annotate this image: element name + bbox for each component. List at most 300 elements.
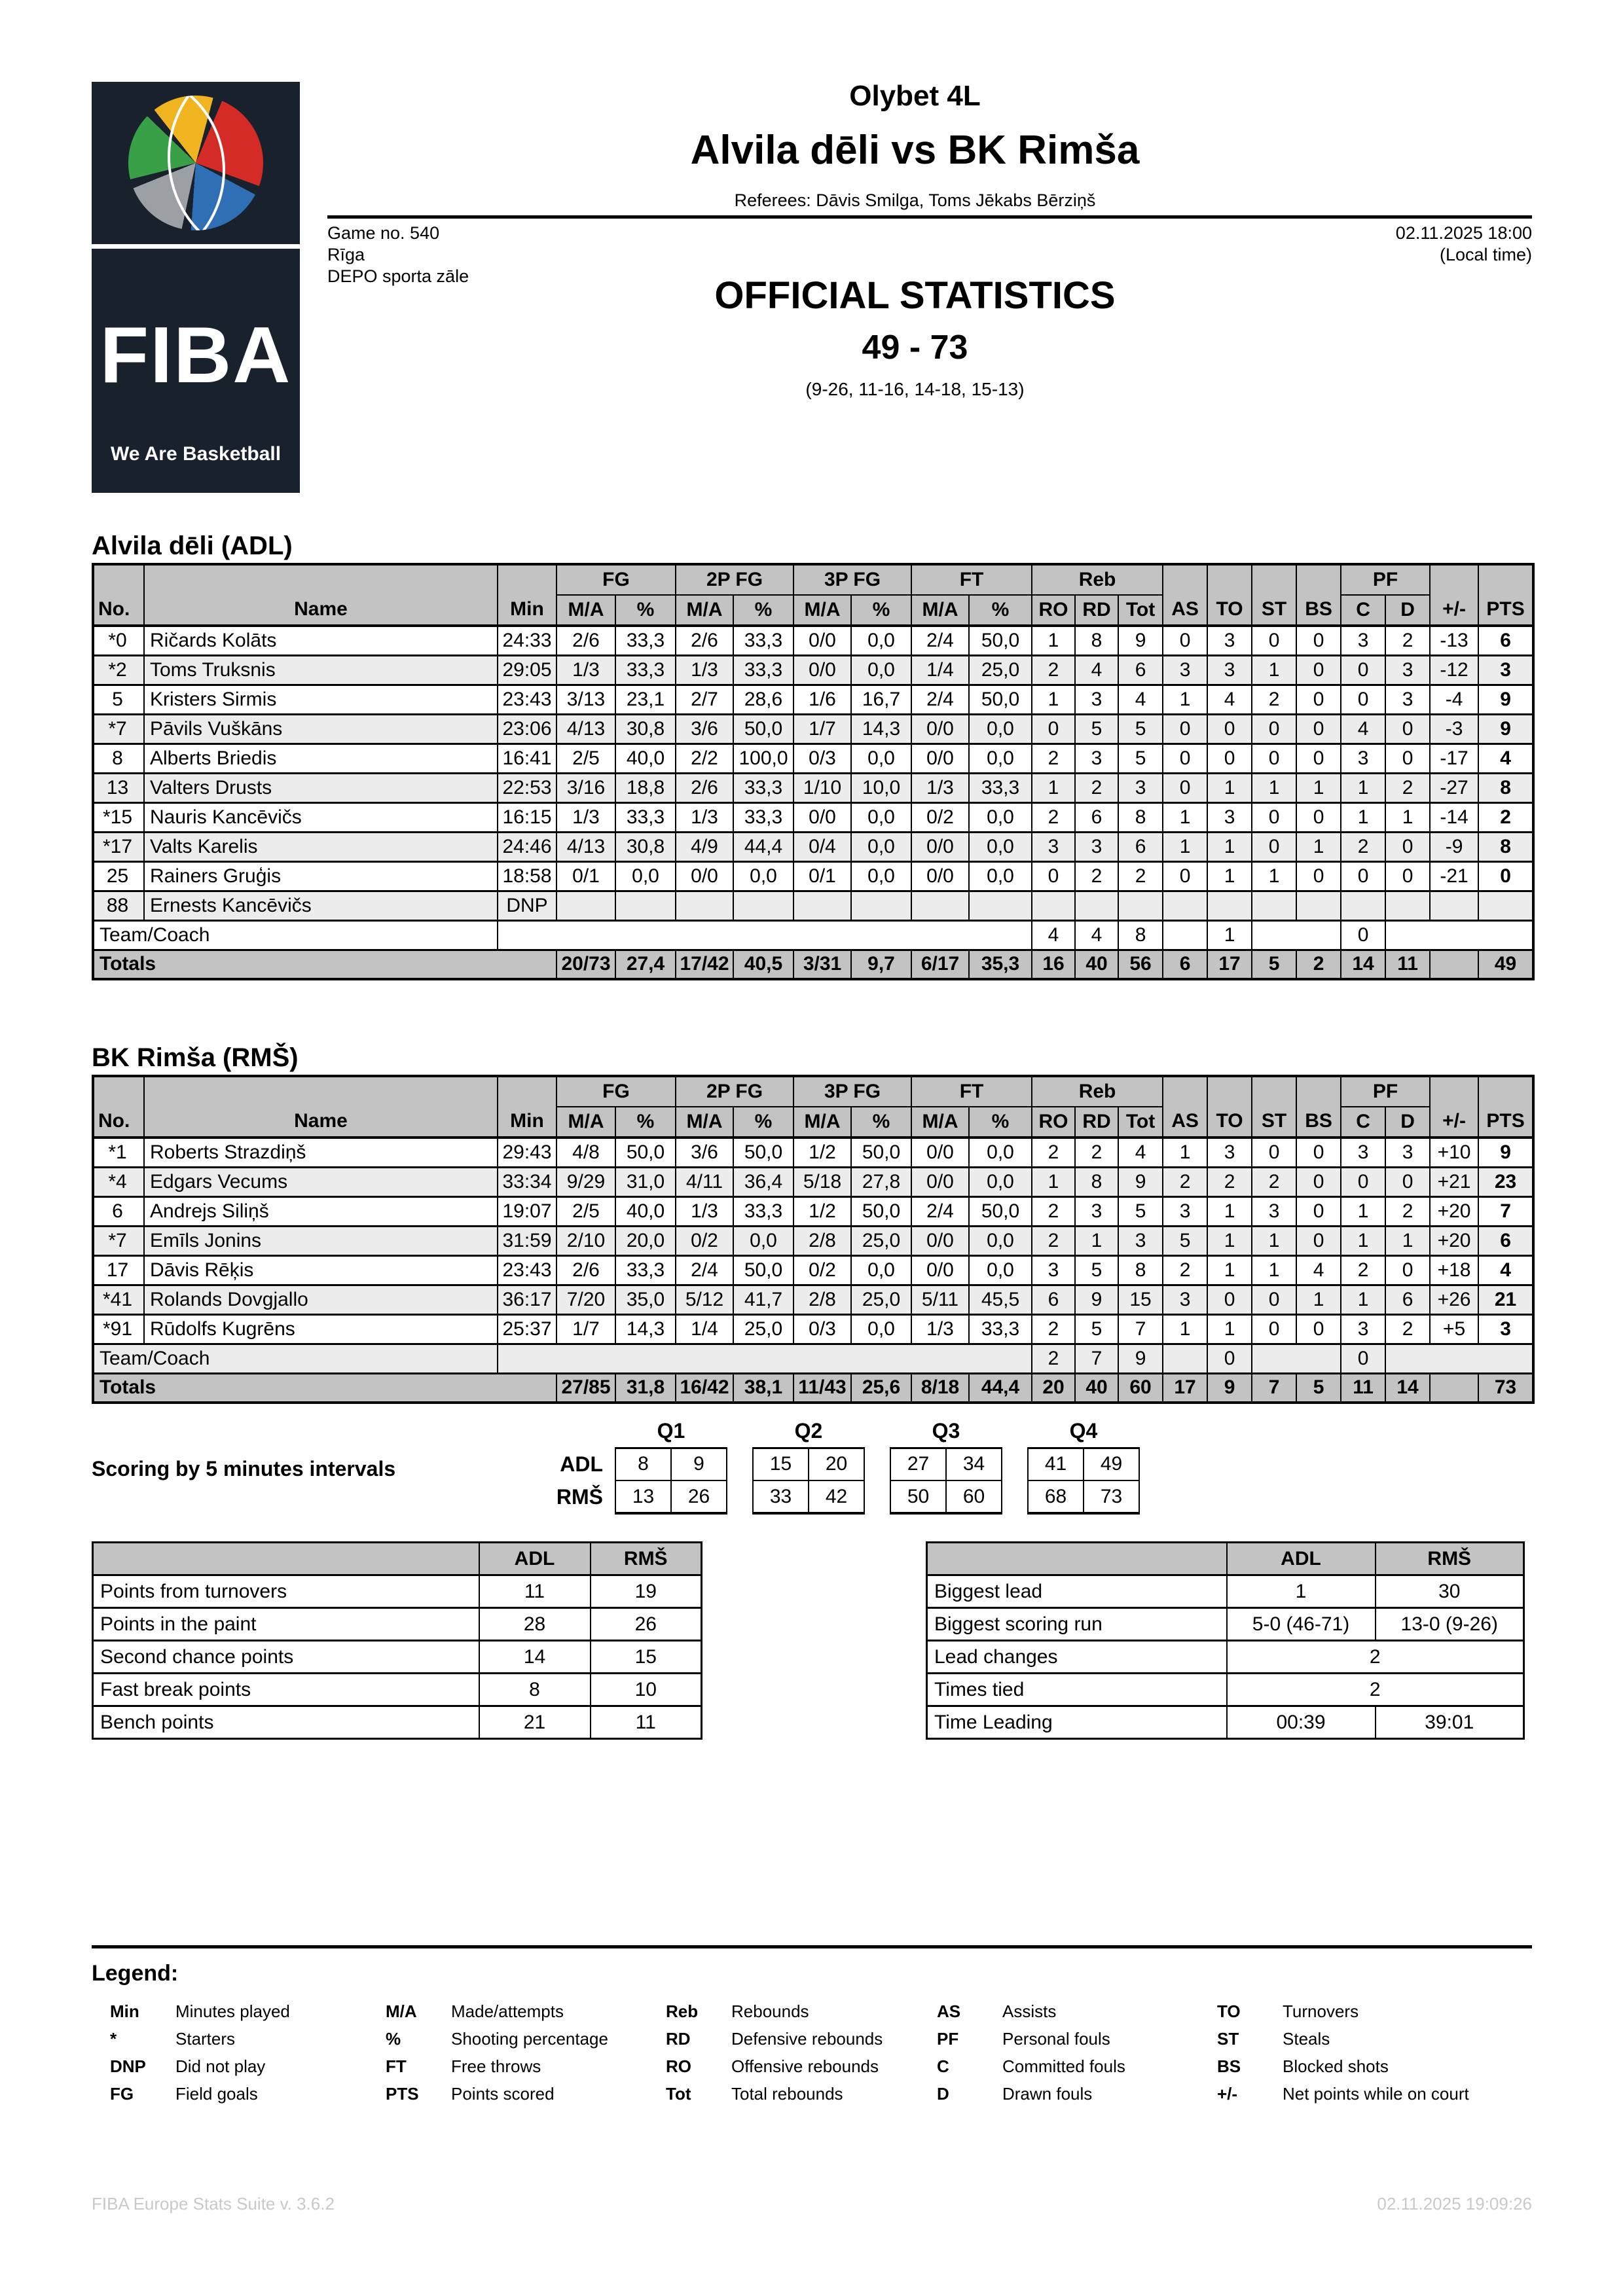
col-group-pf: PF	[1341, 564, 1430, 595]
3p-made-attempts: 1/6	[793, 685, 851, 714]
legend-desc: Net points while on court	[1283, 2084, 1469, 2104]
stat-label: Biggest scoring run	[927, 1608, 1227, 1641]
3p-percent: 16,7	[851, 685, 911, 714]
league-title: Olybet 4L	[849, 80, 981, 112]
points: 73	[1478, 1373, 1533, 1403]
player-name: Roberts Strazdiņš	[144, 1138, 498, 1167]
footer-app-version: FIBA Europe Stats Suite v. 3.6.2	[92, 2194, 335, 2214]
interval-score: 26	[671, 1480, 727, 1513]
legend-desc: Turnovers	[1283, 2001, 1359, 2021]
empty-cell	[1252, 920, 1341, 950]
ft-made-attempts: 0/2	[911, 802, 969, 832]
fg-made-attempts: 9/29	[556, 1167, 615, 1196]
2p-percent: 33,3	[733, 1196, 793, 1226]
empty-cell	[1385, 1344, 1533, 1373]
plus-minus: +5	[1430, 1314, 1478, 1344]
legend-abbr: %	[386, 2029, 401, 2049]
team-heading-adl: Alvila dēli (ADL)	[92, 531, 293, 560]
fouls-committed: 0	[1341, 920, 1385, 950]
header-divider	[327, 215, 1532, 219]
player-row	[93, 1138, 1533, 1167]
player-row	[93, 1226, 1533, 1255]
game-datetime-block	[1396, 223, 1532, 266]
3p-percent: 25,0	[851, 1226, 911, 1255]
2p-percent: 0,0	[733, 861, 793, 891]
fouls-drawn: 0	[1385, 1255, 1430, 1285]
3p-percent: 0,0	[851, 655, 911, 685]
turnovers: 3	[1207, 655, 1252, 685]
minutes: 16:15	[498, 802, 556, 832]
2p-percent: 41,7	[733, 1285, 793, 1314]
2p-made-attempts: 3/6	[676, 714, 733, 744]
total-rebounds	[1118, 891, 1163, 920]
assists: 1	[1163, 832, 1207, 861]
report-title: OFFICIAL STATISTICS	[714, 274, 1116, 317]
offensive-rebounds: 2	[1032, 1138, 1075, 1167]
player-name: Valts Karelis	[144, 832, 498, 861]
points: 6	[1478, 1226, 1533, 1255]
ft-percent: 44,4	[969, 1373, 1032, 1403]
legend-desc: Points scored	[451, 2084, 555, 2104]
col-header-ma: M/A	[556, 1107, 615, 1138]
fouls-committed: 11	[1341, 1373, 1385, 1403]
legend-entry	[386, 2025, 608, 2053]
2p-percent: 50,0	[733, 1138, 793, 1167]
total-rebounds: 5	[1118, 1196, 1163, 1226]
points: 49	[1478, 950, 1533, 979]
stat-value-rms: 39:01	[1376, 1706, 1524, 1739]
fg-made-attempts: 3/16	[556, 773, 615, 802]
legend-entry	[110, 1998, 290, 2025]
player-number: 8	[93, 744, 144, 773]
game-venue: DEPO sporta zāle	[327, 266, 469, 286]
fouls-drawn: 2	[1385, 773, 1430, 802]
legend-column	[386, 1998, 608, 2108]
game-city: Rīga	[327, 245, 365, 264]
turnovers: 0	[1207, 714, 1252, 744]
col-header-as: AS	[1163, 564, 1207, 626]
stat-value-rms: 26	[591, 1608, 702, 1641]
stats-row	[927, 1608, 1524, 1641]
game-datetime: 02.11.2025 18:00	[1395, 223, 1532, 243]
quarter-scores: (9-26, 11-16, 14-18, 15-13)	[805, 379, 1025, 399]
stat-label: Second chance points	[93, 1641, 479, 1674]
offensive-rebounds: 0	[1032, 714, 1075, 744]
totals-label: Totals	[93, 1373, 556, 1403]
2p-made-attempts: 4/9	[676, 832, 733, 861]
stat-value-adl: 14	[479, 1641, 591, 1674]
turnovers: 1	[1207, 1255, 1252, 1285]
quarter-labels-row	[543, 1415, 1139, 1448]
player-name: Edgars Vecums	[144, 1167, 498, 1196]
plus-minus: -21	[1430, 861, 1478, 891]
assists: 1	[1163, 1138, 1207, 1167]
player-number: 13	[93, 773, 144, 802]
legend-entry	[937, 2053, 1125, 2080]
player-number: *0	[93, 626, 144, 655]
match-title: Alvila dēli vs BK Rimša	[690, 128, 1140, 173]
plus-minus: -13	[1430, 626, 1478, 655]
ft-percent: 50,0	[969, 1196, 1032, 1226]
defensive-rebounds: 3	[1075, 685, 1118, 714]
player-row	[93, 685, 1533, 714]
stats-header-row	[927, 1543, 1524, 1575]
final-score: 49 - 73	[862, 329, 968, 367]
ft-made-attempts: 0/0	[911, 861, 969, 891]
2p-made-attempts: 2/7	[676, 685, 733, 714]
legend-desc: Defensive rebounds	[731, 2029, 883, 2049]
turnovers: 1	[1207, 1314, 1252, 1344]
col-group-reb: Reb	[1032, 1076, 1163, 1107]
player-number: *7	[93, 1226, 144, 1255]
stat-value-adl: 21	[479, 1706, 591, 1739]
empty-cell	[1385, 920, 1533, 950]
col-header-pct: %	[615, 1107, 676, 1138]
ft-made-attempts: 1/3	[911, 1314, 969, 1344]
basketball-globe-icon	[128, 96, 263, 230]
score-header	[298, 274, 1532, 400]
fouls-committed: 1	[1341, 802, 1385, 832]
player-name: Pāvils Vuškāns	[144, 714, 498, 744]
fouls-committed: 0	[1341, 655, 1385, 685]
turnovers	[1207, 891, 1252, 920]
col-header-ma: M/A	[556, 595, 615, 626]
defensive-rebounds: 8	[1075, 626, 1118, 655]
plus-minus: -3	[1430, 714, 1478, 744]
col-group-reb: Reb	[1032, 564, 1163, 595]
assists: 2	[1163, 1255, 1207, 1285]
blocked-shots: 0	[1296, 1196, 1341, 1226]
fouls-drawn: 3	[1385, 685, 1430, 714]
plus-minus	[1430, 950, 1478, 979]
legend-entry	[666, 1998, 883, 2025]
fg-percent: 23,1	[615, 685, 676, 714]
2p-percent: 33,3	[733, 626, 793, 655]
ft-made-attempts: 8/18	[911, 1373, 969, 1403]
player-name: Dāvis Rēķis	[144, 1255, 498, 1285]
stat-value-adl: 1	[1227, 1575, 1376, 1608]
empty-cell	[498, 1344, 1032, 1373]
assists: 0	[1163, 744, 1207, 773]
fouls-committed: 1	[1341, 1285, 1385, 1314]
legend-desc: Steals	[1283, 2029, 1330, 2049]
2p-percent: 33,3	[733, 802, 793, 832]
legend-abbr: TO	[1217, 2001, 1241, 2021]
offensive-rebounds: 2	[1032, 1344, 1075, 1373]
totals-label: Totals	[93, 950, 556, 979]
fouls-drawn: 0	[1385, 744, 1430, 773]
3p-made-attempts: 11/43	[793, 1373, 851, 1403]
blocked-shots: 1	[1296, 832, 1341, 861]
fouls-committed: 3	[1341, 744, 1385, 773]
player-row	[93, 773, 1533, 802]
ft-made-attempts: 1/4	[911, 655, 969, 685]
legend-entry	[386, 2080, 608, 2108]
fg-made-attempts: 1/3	[556, 802, 615, 832]
quarter-label: Q3	[932, 1418, 960, 1443]
fg-made-attempts: 2/5	[556, 744, 615, 773]
fg-made-attempts: 2/6	[556, 1255, 615, 1285]
legend-entry	[1217, 2053, 1469, 2080]
3p-made-attempts	[793, 891, 851, 920]
steals: 2	[1252, 1167, 1296, 1196]
3p-percent: 0,0	[851, 626, 911, 655]
turnovers: 1	[1207, 1226, 1252, 1255]
col-header-pts: PTS	[1478, 1076, 1533, 1138]
points: 7	[1478, 1196, 1533, 1226]
points: 9	[1478, 685, 1533, 714]
player-name: Nauris Kancēvičs	[144, 802, 498, 832]
fouls-committed	[1341, 891, 1385, 920]
plus-minus: -27	[1430, 773, 1478, 802]
intervals-row-rms	[543, 1480, 1139, 1513]
fouls-drawn: 14	[1385, 1373, 1430, 1403]
legend-abbr: Reb	[666, 2001, 699, 2021]
stat-label: Points from turnovers	[93, 1575, 479, 1608]
col-header-pct: %	[969, 1107, 1032, 1138]
player-row	[93, 1167, 1533, 1196]
blocked-shots: 4	[1296, 1255, 1341, 1285]
col-header-no: No.	[93, 1076, 144, 1138]
legend-entry	[937, 2080, 1125, 2108]
turnovers: 3	[1207, 1138, 1252, 1167]
ft-made-attempts: 2/4	[911, 1196, 969, 1226]
plus-minus	[1430, 1373, 1478, 1403]
col-header-ma: M/A	[911, 595, 969, 626]
col-header-c: C	[1341, 1107, 1385, 1138]
player-number: *4	[93, 1167, 144, 1196]
player-name: Andrejs Siliņš	[144, 1196, 498, 1226]
legend-abbr: D	[937, 2084, 949, 2104]
col-header-min: Min	[498, 1076, 556, 1138]
legend-abbr: M/A	[386, 2001, 417, 2021]
points: 8	[1478, 832, 1533, 861]
legend-title: Legend:	[92, 1961, 179, 1986]
player-name: Valters Drusts	[144, 773, 498, 802]
ft-percent: 33,3	[969, 1314, 1032, 1344]
2p-made-attempts: 0/0	[676, 861, 733, 891]
3p-percent	[851, 891, 911, 920]
3p-percent: 50,0	[851, 1138, 911, 1167]
total-rebounds: 15	[1118, 1285, 1163, 1314]
col-header-name: Name	[144, 564, 498, 626]
assists: 3	[1163, 655, 1207, 685]
legend-desc: Free throws	[451, 2056, 541, 2076]
col-header-ro: RO	[1032, 1107, 1075, 1138]
defensive-rebounds: 2	[1075, 773, 1118, 802]
steals: 1	[1252, 1255, 1296, 1285]
ft-made-attempts: 1/3	[911, 773, 969, 802]
fiba-logo	[92, 82, 300, 493]
2p-percent: 25,0	[733, 1314, 793, 1344]
points: 23	[1478, 1167, 1533, 1196]
steals: 3	[1252, 1196, 1296, 1226]
player-number: *17	[93, 832, 144, 861]
ft-percent: 0,0	[969, 1255, 1032, 1285]
offensive-rebounds: 2	[1032, 1314, 1075, 1344]
col-header-min: Min	[498, 564, 556, 626]
legend-abbr: Min	[110, 2001, 139, 2021]
fouls-committed: 0	[1341, 1344, 1385, 1373]
stat-label: Fast break points	[93, 1674, 479, 1706]
interval-score: 13	[615, 1480, 671, 1513]
2p-made-attempts: 1/3	[676, 802, 733, 832]
fg-percent: 14,3	[615, 1314, 676, 1344]
plus-minus: +10	[1430, 1138, 1478, 1167]
empty-cell	[498, 920, 1032, 950]
fouls-drawn: 0	[1385, 1167, 1430, 1196]
fg-percent: 33,3	[615, 655, 676, 685]
game-flow-table	[926, 1541, 1525, 1740]
legend-desc: Did not play	[175, 2056, 266, 2076]
player-row	[93, 1196, 1533, 1226]
defensive-rebounds: 2	[1075, 1138, 1118, 1167]
steals: 1	[1252, 655, 1296, 685]
interval-score: 9	[671, 1448, 727, 1480]
fouls-drawn	[1385, 891, 1430, 920]
col-header-pct: %	[969, 595, 1032, 626]
legend-abbr: PF	[937, 2029, 959, 2049]
fg-made-attempts: 1/3	[556, 655, 615, 685]
col-group-pf: PF	[1341, 1076, 1430, 1107]
steals: 0	[1252, 832, 1296, 861]
plus-minus: +20	[1430, 1226, 1478, 1255]
col-header-plusminus: +/-	[1430, 1076, 1478, 1138]
3p-made-attempts: 1/7	[793, 714, 851, 744]
legend-abbr: +/-	[1217, 2084, 1238, 2104]
legend-column	[666, 1998, 883, 2108]
steals: 0	[1252, 802, 1296, 832]
total-rebounds: 60	[1118, 1373, 1163, 1403]
defensive-rebounds: 3	[1075, 832, 1118, 861]
legend-abbr: *	[110, 2029, 117, 2049]
ft-made-attempts: 0/0	[911, 1138, 969, 1167]
header	[298, 80, 1532, 211]
fouls-committed: 2	[1341, 1255, 1385, 1285]
stats-header-rms: RMŠ	[591, 1543, 702, 1575]
3p-percent: 0,0	[851, 1255, 911, 1285]
player-row	[93, 714, 1533, 744]
minutes: 23:43	[498, 685, 556, 714]
defensive-rebounds: 3	[1075, 744, 1118, 773]
defensive-rebounds: 5	[1075, 1314, 1118, 1344]
player-row	[93, 744, 1533, 773]
legend-abbr: Tot	[666, 2084, 691, 2104]
legend-abbr: ST	[1217, 2029, 1239, 2049]
col-header-tot: Tot	[1118, 595, 1163, 626]
col-header-ma: M/A	[793, 595, 851, 626]
legend-entry	[386, 1998, 608, 2025]
player-name: Emīls Jonins	[144, 1226, 498, 1255]
col-header-st: ST	[1252, 564, 1296, 626]
legend-desc: Committed fouls	[1002, 2056, 1125, 2076]
minutes: 36:17	[498, 1285, 556, 1314]
ft-made-attempts: 0/0	[911, 1226, 969, 1255]
turnovers: 0	[1207, 744, 1252, 773]
defensive-rebounds: 6	[1075, 802, 1118, 832]
fg-made-attempts: 3/13	[556, 685, 615, 714]
turnovers: 0	[1207, 1344, 1252, 1373]
intervals-table	[543, 1415, 1140, 1515]
turnovers: 1	[1207, 920, 1252, 950]
turnovers: 0	[1207, 1285, 1252, 1314]
total-rebounds: 6	[1118, 655, 1163, 685]
ft-percent: 50,0	[969, 626, 1032, 655]
fg-percent: 31,0	[615, 1167, 676, 1196]
ft-percent: 0,0	[969, 802, 1032, 832]
legend-abbr: FT	[386, 2056, 407, 2076]
steals: 0	[1252, 1285, 1296, 1314]
fouls-drawn: 0	[1385, 861, 1430, 891]
team-heading-rms: BK Rimša (RMŠ)	[92, 1043, 299, 1072]
interval-score: 34	[946, 1448, 1002, 1480]
fouls-committed: 2	[1341, 832, 1385, 861]
offensive-rebounds: 2	[1032, 655, 1075, 685]
ft-made-attempts: 2/4	[911, 685, 969, 714]
legend-column	[937, 1998, 1125, 2108]
offensive-rebounds: 16	[1032, 950, 1075, 979]
steals: 0	[1252, 1314, 1296, 1344]
blocked-shots: 1	[1296, 773, 1341, 802]
group-header-row	[93, 1076, 1533, 1107]
total-rebounds: 5	[1118, 714, 1163, 744]
legend-entry	[1217, 1998, 1469, 2025]
fouls-committed: 0	[1341, 861, 1385, 891]
interval-score: 20	[809, 1448, 864, 1480]
player-number: *7	[93, 714, 144, 744]
player-row	[93, 802, 1533, 832]
team-coach-row	[93, 920, 1533, 950]
box-score-table-adl	[92, 563, 1535, 980]
plus-minus: -14	[1430, 802, 1478, 832]
legend-desc: Rebounds	[731, 2001, 809, 2021]
legend-desc: Starters	[175, 2029, 236, 2049]
total-rebounds: 6	[1118, 832, 1163, 861]
defensive-rebounds: 5	[1075, 1255, 1118, 1285]
col-header-rd: RD	[1075, 595, 1118, 626]
player-name: Rolands Dovgjallo	[144, 1285, 498, 1314]
plus-minus: +20	[1430, 1196, 1478, 1226]
footer-timestamp: 02.11.2025 19:09:26	[1377, 2194, 1532, 2214]
referees-line: Referees: Dāvis Smilga, Toms Jēkabs Bērziņš	[734, 190, 1096, 210]
stats-header-empty	[927, 1543, 1227, 1575]
turnovers: 1	[1207, 1196, 1252, 1226]
points: 8	[1478, 773, 1533, 802]
2p-percent: 50,0	[733, 1255, 793, 1285]
fg-percent: 30,8	[615, 714, 676, 744]
plus-minus	[1430, 891, 1478, 920]
col-header-pct: %	[851, 595, 911, 626]
minutes: 24:33	[498, 626, 556, 655]
player-number: 6	[93, 1196, 144, 1226]
turnovers: 1	[1207, 832, 1252, 861]
plus-minus: +26	[1430, 1285, 1478, 1314]
offensive-rebounds: 1	[1032, 1167, 1075, 1196]
turnovers: 9	[1207, 1373, 1252, 1403]
2p-percent: 40,5	[733, 950, 793, 979]
legend-abbr: RO	[666, 2056, 691, 2076]
points: 0	[1478, 861, 1533, 891]
fouls-committed: 4	[1341, 714, 1385, 744]
fouls-committed: 1	[1341, 1196, 1385, 1226]
blocked-shots: 0	[1296, 802, 1341, 832]
fg-made-attempts: 4/13	[556, 832, 615, 861]
stat-value-shared: 2	[1227, 1641, 1524, 1674]
defensive-rebounds: 7	[1075, 1344, 1118, 1373]
legend-abbr: DNP	[110, 2056, 146, 2076]
assists: 3	[1163, 1196, 1207, 1226]
stat-label: Time Leading	[927, 1706, 1227, 1739]
